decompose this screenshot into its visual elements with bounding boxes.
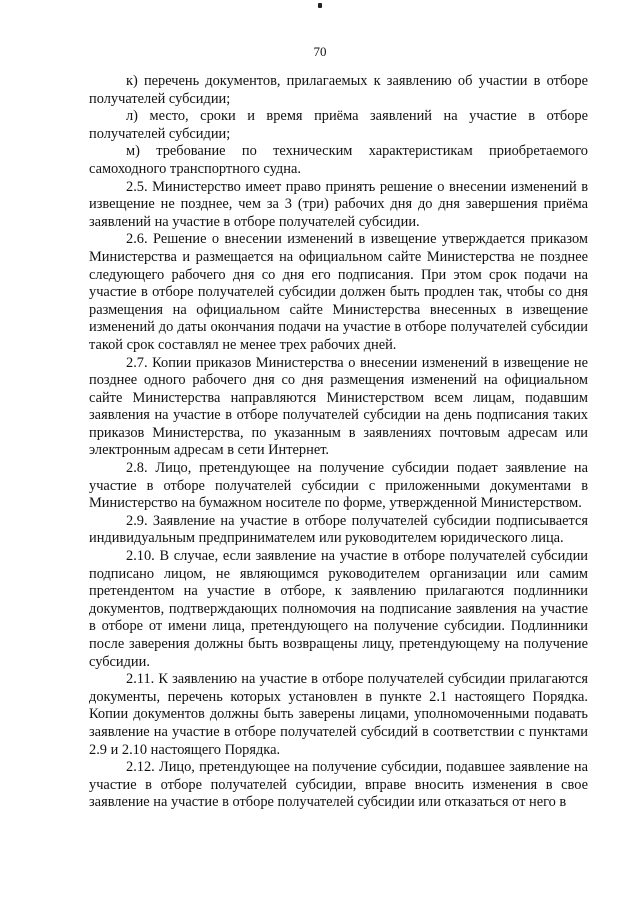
clause-2-7: 2.7. Копии приказов Министерства о внесении изменений в извещение не позднее одного рабочего дня со дня размещения изменений на официальном сайте Министерства направляются Министерством всем лицам, подавшим заявления на участие в отборе получателей субсидии на день подписания таких приказов Министерства, по указанным в заявлениях почтовым адресам или электронным адресам в сети Интернет.: [89, 354, 588, 459]
scan-mark: [318, 3, 322, 8]
clause-2-8: 2.8. Лицо, претендующее на получение субсидии подает заявление на участие в отборе получателей субсидии с приложенными документами в Министерство на бумажном носителе по форме, утвержденной Министерством.: [89, 460, 588, 512]
list-item-k: к) перечень документов, прилагаемых к заявлению об участии в отборе получателей субсидии;: [89, 73, 588, 107]
page-number: 70: [313, 44, 327, 59]
clause-2-12: 2.12. Лицо, претендующее на получение субсидии, подавшее заявление на участие в отборе получателей субсидии, вправе вносить изменения в свое заявление на участие в отборе получателей субсидии или отказаться от него в: [89, 759, 588, 811]
clause-2-6: 2.6. Решение о внесении изменений в извещение утверждается приказом Министерства и размещается на официальном сайте Министерства не позднее следующего рабочего дня со дня его подписания. При этом срок подачи на участие в отборе получателей субсидии должен быть продлен так, чтобы со дня размещения на официальном сайте Министерства внесенных в извещение изменений до даты окончания подачи на участие в отборе получателей субсидии такой срок составлял не менее трех рабочих дней.: [89, 231, 588, 353]
list-item-m: м) требование по техническим характеристикам приобретаемого самоходного транспортного судна.: [89, 143, 588, 177]
clause-2-9: 2.9. Заявление на участие в отборе получателей субсидии подписывается индивидуальным предпринимателем или руководителем юридического лица.: [89, 512, 588, 547]
clause-2-10: 2.10. В случае, если заявление на участие в отборе получателей субсидии подписано лицом, не являющимся руководителем организации или самим претендентом на участие в отборе, к заявлению прилагаются подлинники документов, подтверждающих полномочия на подписание заявления на участие в отборе от имени лица, претендующего на получение субсидии. Подлинники после заверения должны быть возвращены лицу, претендующему на получение субсидии.: [89, 548, 588, 670]
clause-2-5: 2.5. Министерство имеет право принять решение о внесении изменений в извещение не позднее, чем за 3 (три) рабочих дня до дня завершения приёма заявлений на участие в отборе получателей субсидии.: [89, 178, 588, 230]
list-item-l: л) место, сроки и время приёма заявлений на участие в отборе получателей субсидии;: [89, 108, 588, 142]
document-body: [89, 73, 588, 812]
clause-2-11: 2.11. К заявлению на участие в отборе получателей субсидии прилагаются документы, перечень которых установлен в пункте 2.1 настоящего Порядка. Копии документов должны быть заверены лицами, уполномоченными подавать заявление на участие в отборе получателей субсидий в соответствии с пунктами 2.9 и 2.10 настоящего Порядка.: [89, 671, 588, 758]
